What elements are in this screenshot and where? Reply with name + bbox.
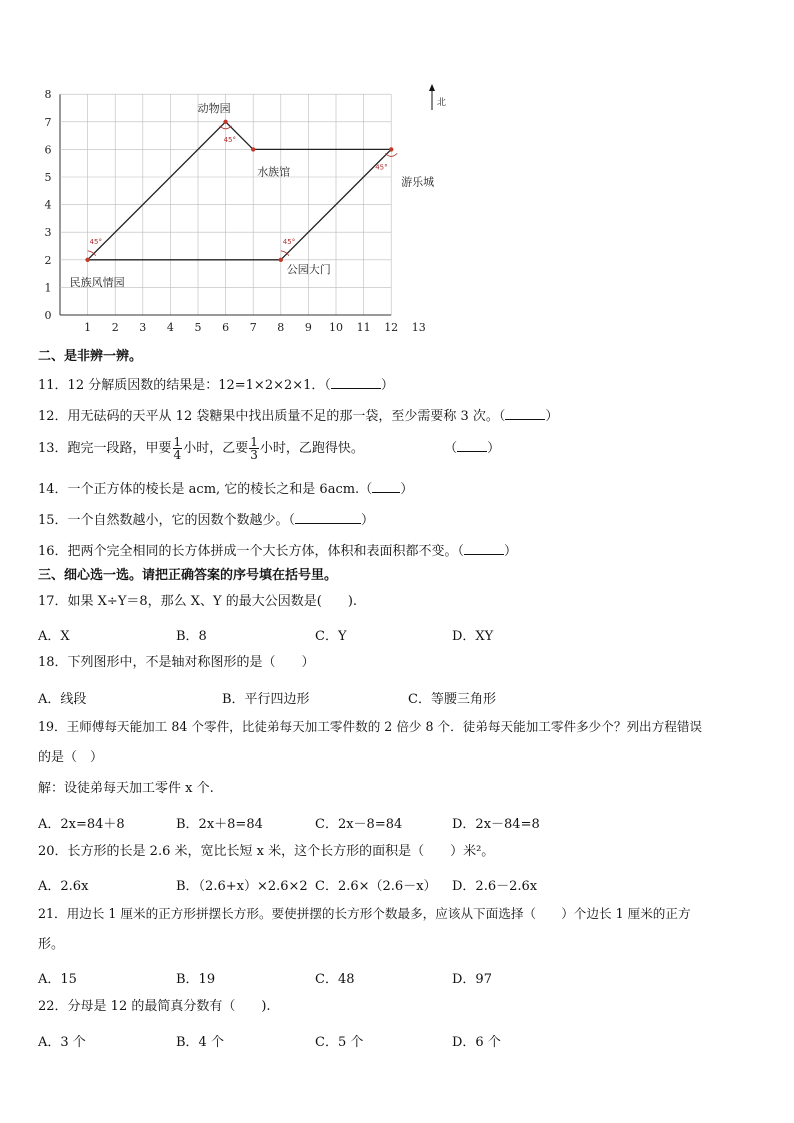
section2-heading: 二、是非辨一辨。 [38, 349, 143, 364]
q21-option-a[interactable]: A．15 [38, 972, 77, 987]
x-tick-label: 10 [329, 321, 343, 334]
y-tick-label: 3 [44, 226, 52, 240]
x-tick-label: 13 [411, 321, 426, 334]
question-14: 14．一个正方体的棱长是 acm, 它的棱长之和是 6acm.（ ） [38, 482, 414, 497]
place-point [223, 120, 227, 124]
place-point [279, 258, 283, 262]
q22-option-a[interactable]: A．3 个 [38, 1035, 86, 1050]
north-label: 北 [437, 98, 447, 108]
question-21-line2: 形。 [38, 937, 65, 952]
place-point [85, 258, 89, 262]
q22-option-d[interactable]: D．6 个 [452, 1035, 501, 1050]
question-19-solution: 解：设徒弟每天加工零件 x 个. [38, 781, 214, 796]
question-12: 12．用无砝码的天平从 12 袋糖果中找出质量不足的那一袋，至少需要称 3 次。（ ） [38, 409, 559, 424]
question-17: 17．如果 X÷Y＝8，那么 X、Y 的最大公因数是( ). [38, 594, 358, 609]
fraction-jia: $\frac{1}{4}$ [173, 435, 182, 462]
q22-option-b[interactable]: B．4 个 [176, 1035, 224, 1050]
angle-mark [220, 126, 236, 144]
place-point [389, 147, 393, 151]
question-13: 13．跑完一段路，甲要 $\frac{1}{4}$ 小时，乙要 $\frac{1}{3}$ 小时，乙跑得快。 （ ） [38, 435, 501, 462]
q18-option-b[interactable]: B．平行四边形 [222, 692, 310, 707]
y-tick-label: 6 [44, 143, 52, 157]
y-tick-label: 2 [44, 253, 52, 267]
fraction-yi: $\frac{1}{3}$ [250, 435, 258, 462]
q19-option-d[interactable]: D．2x－84=8 [452, 817, 540, 832]
coordinate-map-figure [30, 80, 450, 345]
question-22: 22．分母是 12 的最简真分数有（ ). [38, 999, 271, 1014]
q18-option-a[interactable]: A．线段 [38, 692, 87, 707]
angle-label: 45° [375, 163, 388, 172]
origin-label: 0 [44, 309, 52, 322]
section3-heading: 三、细心选一选。请把正确答案的序号填在括号里。 [38, 568, 338, 583]
place-point [251, 147, 255, 151]
x-tick-label: 11 [356, 321, 371, 334]
q17-option-d[interactable]: D．XY [452, 629, 494, 644]
place-label: 公园大门 [286, 262, 331, 276]
place-label: 水族馆 [257, 165, 291, 179]
x-tick-label: 2 [111, 321, 119, 334]
x-tick-label: 6 [222, 321, 230, 334]
y-tick-label: 4 [44, 198, 52, 212]
answer-blank-15[interactable] [295, 511, 361, 524]
place-label: 游乐城 [401, 175, 435, 189]
y-tick-label: 1 [44, 281, 52, 295]
q21-option-c[interactable]: C．48 [315, 972, 355, 987]
q19-option-b[interactable]: B．2x＋8=84 [176, 817, 263, 832]
route-lines [88, 122, 392, 260]
q17-option-a[interactable]: A．X [38, 629, 70, 644]
tick-labels [45, 88, 426, 334]
angle-label: 45° [282, 237, 296, 246]
y-tick-label: 8 [44, 88, 52, 102]
question-20: 20．长方形的长是 2.6 米，宽比长短 x 米，这个长方形的面积是（ ）米²。 [38, 844, 495, 859]
q21-option-d[interactable]: D．97 [452, 972, 492, 987]
q20-option-b[interactable]: B．（2.6+x）×2.6×2 [176, 879, 308, 894]
question-16: 16．把两个完全相同的长方体拼成一个大长方体，体积和表面积都不变。（ ） [38, 544, 518, 559]
y-tick-label: 7 [44, 115, 52, 129]
x-tick-label: 12 [384, 321, 399, 334]
question-11: 11．12 分解质因数的结果是：12=1×2×2×1．（ ） [38, 378, 394, 393]
question-19-line1: 19．王师傅每天能加工 84 个零件，比徒弟每天加工零件数的 2 倍少 8 个．徒弟每天能加工零件多少个？列出方程错误 [38, 719, 703, 734]
x-tick-label: 3 [139, 321, 147, 334]
q19-option-c[interactable]: C．2x－8=84 [315, 817, 403, 832]
angle-label: 45° [223, 135, 237, 144]
question-15: 15．一个自然数越小，它的因数个数越少。（ ） [38, 513, 375, 528]
angle-label: 45° [89, 237, 103, 246]
x-tick-label: 5 [194, 321, 202, 334]
q19-option-a[interactable]: A．2x=84＋8 [38, 817, 125, 832]
x-tick-label: 8 [277, 321, 285, 334]
answer-blank-14[interactable] [372, 480, 400, 493]
q21-option-b[interactable]: B．19 [176, 972, 216, 987]
question-19-line2: 的是（ ） [38, 750, 104, 765]
q18-option-c[interactable]: C．等腰三角形 [408, 692, 496, 707]
q20-option-a[interactable]: A．2.6x [38, 879, 89, 894]
place-markers [70, 101, 435, 289]
answer-blank-11[interactable] [331, 376, 381, 389]
answer-blank-12[interactable] [505, 407, 545, 420]
q17-option-c[interactable]: C．Y [315, 629, 347, 644]
question-18: 18．下列图形中，不是轴对称图形的是（ ） [38, 655, 315, 670]
x-tick-label: 1 [84, 321, 92, 334]
question-21-line1: 21．用边长 1 厘米的正方形拼摆长方形。要使拼摆的长方形个数最多，应该从下面选择（ ）个边长 1 厘米的正方 [38, 906, 691, 921]
place-label: 动物园 [197, 101, 231, 115]
route-segment [88, 122, 226, 260]
x-tick-label: 7 [249, 321, 257, 334]
x-tick-label: 9 [304, 321, 312, 334]
q22-option-c[interactable]: C．5 个 [315, 1035, 364, 1050]
north-arrow [429, 84, 446, 110]
place-label: 民族风情园 [69, 275, 125, 289]
q20-option-d[interactable]: D．2.6－2.6x [452, 879, 538, 894]
q20-option-c[interactable]: C．2.6×（2.6－x） [315, 879, 437, 894]
answer-blank-13[interactable] [457, 439, 487, 452]
answer-blank-16[interactable] [464, 542, 504, 555]
y-tick-label: 5 [44, 171, 52, 184]
x-tick-label: 4 [166, 321, 174, 334]
q17-option-b[interactable]: B．8 [176, 629, 207, 644]
